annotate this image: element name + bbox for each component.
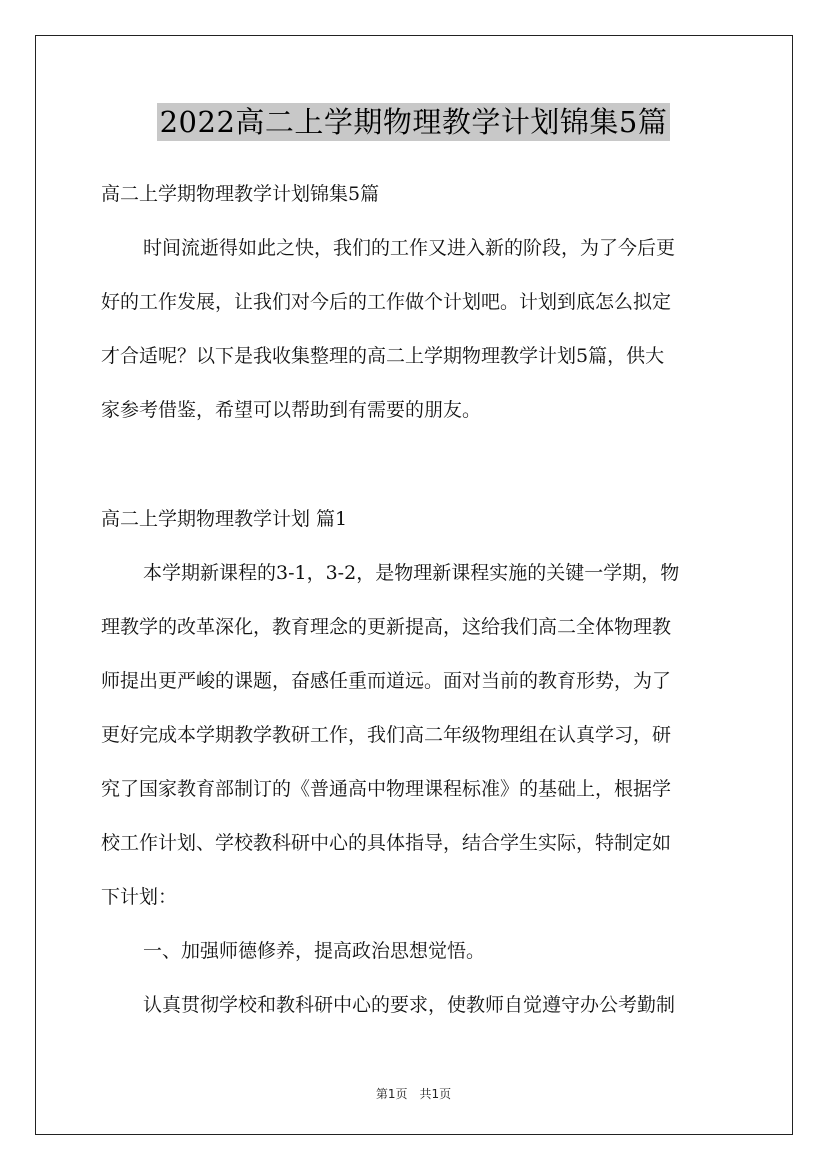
title-container [0,103,827,141]
page-footer [0,1085,827,1102]
intro-line-4: 家参考借鉴，希望可以帮助到有需要的朋友。 [101,399,482,421]
page-total: 共1页 [419,1087,452,1101]
intro-line-1: 时间流逝得如此之快，我们的工作又进入新的阶段，为了今后更 [143,237,676,259]
body-line-5: 究了国家教育部制订的《普通高中物理课程标准》的基础上，根据学 [101,778,672,800]
intro-line-2: 好的工作发展，让我们对今后的工作做个计划吧。计划到底怎么拟定 [101,291,672,313]
document-title: 2022高二上学期物理教学计划锦集5篇 [157,103,671,141]
body-line-3: 师提出更严峻的课题，奋感任重而道远。面对当前的教育形势，为了 [101,670,672,692]
body-line-4: 更好完成本学期教学教研工作，我们高二年级物理组在认真学习，研 [101,724,672,746]
body-line-6: 校工作计划、学校教科研中心的具体指导，结合学生实际，特制定如 [101,832,672,854]
body-line-2: 理教学的改革深化，教育理念的更新提高，这给我们高二全体物理教 [101,616,672,638]
subtitle: 高二上学期物理教学计划锦集5篇 [101,183,380,205]
section-heading: 高二上学期物理教学计划 篇1 [101,508,348,530]
intro-line-3: 才合适呢？以下是我收集整理的高二上学期物理教学计划5篇，供大 [101,345,665,367]
body-line-1: 本学期新课程的3-1，3-2，是物理新课程实施的关键一学期，物 [143,562,680,584]
page-number: 第1页 [375,1087,408,1101]
point-line: 认真贯彻学校和教科研中心的要求，使教师自觉遵守办公考勤制 [143,994,676,1016]
body-line-7: 下计划： [101,886,178,908]
point-heading: 一、加强师德修养，提高政治思想觉悟。 [143,940,486,962]
